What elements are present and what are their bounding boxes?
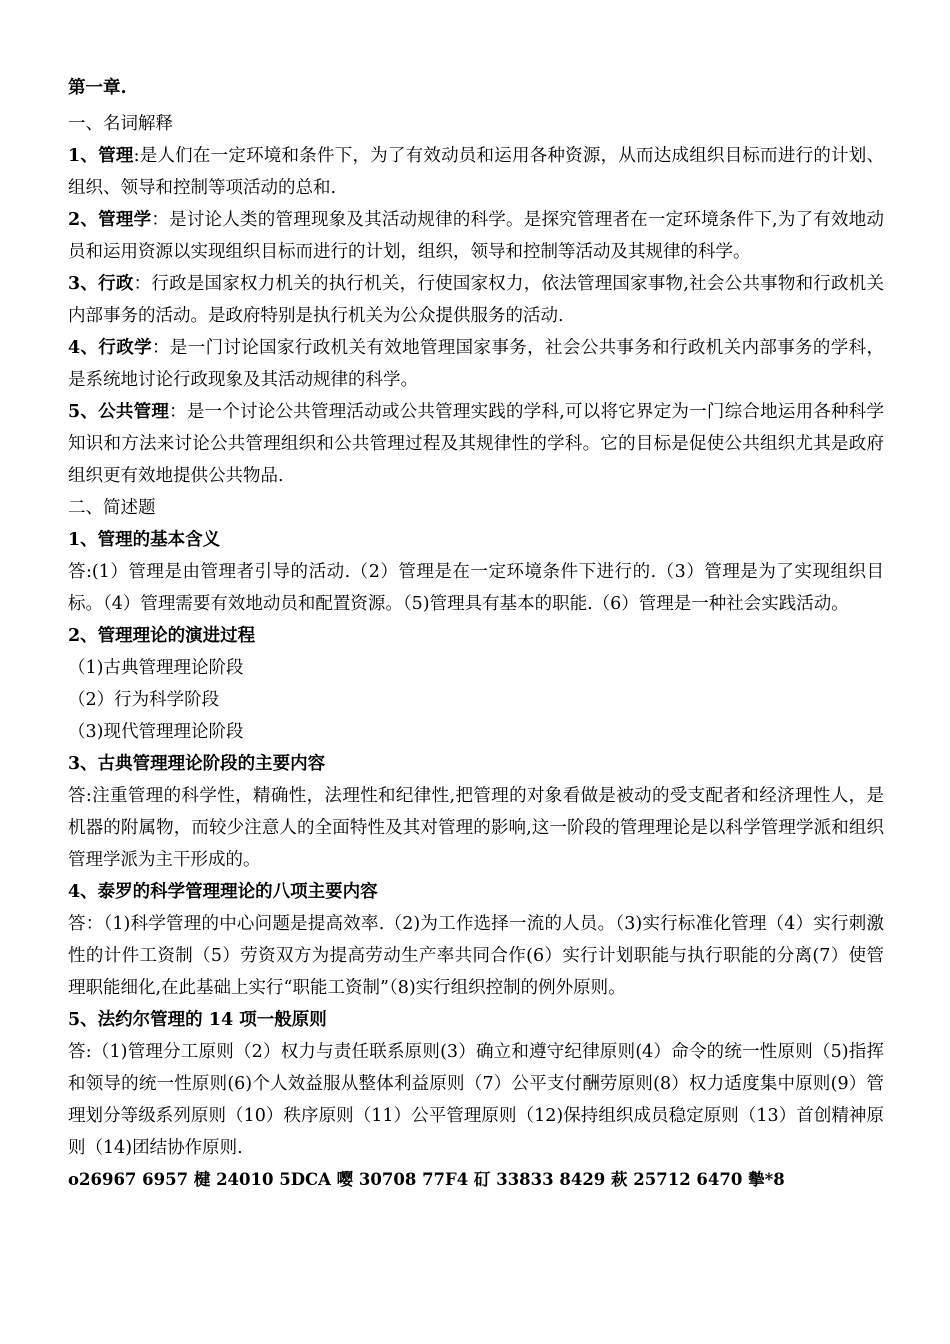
footer-code-line: o26967 6957 楗 24010 5DCA 嘤 30708 77F4 矴 33833 8429 萩 25712 6470 摰*8 — [68, 1170, 785, 1189]
term-text: 行政是国家权力机关的执行机关，行使国家权力，依法管理国家事物,社会公共事物和行政机关内部事务的活动。是政府特别是执行机关为公众提供服务的活动. — [68, 274, 885, 326]
answer-3: 答:注重管理的科学性，精确性，法理性和纪律性,把管理的对象看做是被动的受支配者和经济理性人，是机器的附属物，而较少注意人的全面特性及其对管理的影响,这一阶段的管理理论是以科学管理学派和组织管理学派为主干形成的。 — [68, 786, 884, 870]
question-title-3: 3、古典管理理论阶段的主要内容 — [68, 754, 326, 774]
term-separator: ： — [133, 274, 152, 294]
term-label: 5、公共管理 — [68, 402, 170, 422]
term-text: 是人们在一定环境和条件下，为了有效动员和运用各种资源，从而达成组织目标而进行的计划、组织、领导和控制等项活动的总和. — [68, 146, 884, 198]
answer-2-item: （3)现代管理理论阶段 — [68, 722, 244, 742]
answer-1: 答:(1）管理是由管理者引导的活动.（2）管理是在一定环境条件下进行的.（3）管理是为了实现组织目标。（4）管理需要有效地动员和配置资源。（5)管理具有基本的职能.（6）管理是一种社会实践活动。 — [68, 562, 884, 614]
term-definition-management-science — [68, 204, 884, 268]
term-separator: ： — [152, 338, 170, 358]
answer-2-item: （1)古典管理理论阶段 — [68, 658, 244, 678]
section-title-definitions: 一、名词解释 — [68, 114, 173, 134]
term-definition-public-management — [68, 396, 884, 492]
term-definition-public-administration — [68, 332, 884, 396]
question-title-1: 1、管理的基本含义 — [68, 530, 221, 550]
section-title-short-answers: 二、简述题 — [68, 498, 156, 518]
answer-5: 答:（1)管理分工原则（2）权力与责任联系原则(3）确立和遵守纪律原则(4）命令的统一性原则（5)指挥和领导的统一性原则(6)个人效益服从整体利益原则（7）公平支付酬劳原则(8）权力适度集中原则(9）管理划分等级系列原则（10）秩序原则（11）公平管理原则（12)保持组织成员稳定原则（13）首创精神原则（14)团结协作原则. — [68, 1042, 884, 1158]
answer-2-item: （2）行为科学阶段 — [68, 690, 220, 710]
answer-4: 答：（1)科学管理的中心问题是提高效率.（2)为工作选择一流的人员。（3)实行标准化管理（4）实行刺激性的计件工资制（5）劳资双方为提高劳动生产率共同合作(6）实行计划职能与执行职能的分离(7）使管理职能细化,在此基础上实行“职能工资制”（8)实行组织控制的例外原则。 — [68, 914, 884, 998]
term-text: 是讨论人类的管理现象及其活动规律的科学。是探究管理者在一定环境条件下,为了有效地动员和运用资源以实现组织目标而进行的计划，组织，领导和控制等活动及其规律的科学。 — [68, 210, 885, 262]
term-label: 3、行政 — [68, 274, 134, 294]
term-text: 是一个讨论公共管理活动或公共管理实践的学科,可以将它界定为一门综合地运用各种科学知识和方法来讨论公共管理组织和公共管理过程及其规律性的学科。它的目标是促使公共组织尤其是政府组织更有效地提供公共物品. — [68, 402, 885, 486]
term-definition-management — [68, 140, 884, 204]
term-definition-administration — [68, 268, 884, 332]
document-page — [68, 72, 884, 1196]
chapter-title: 第一章. — [68, 78, 127, 98]
term-text: 是一门讨论国家行政机关有效地管理国家事务，社会公共事务和行政机关内部事务的学科，是系统地讨论行政现象及其活动规律的科学。 — [68, 338, 885, 390]
term-label: 2、管理学 — [68, 210, 152, 230]
question-title-4: 4、泰罗的科学管理理论的八项主要内容 — [68, 882, 378, 902]
question-title-5: 5、法约尔管理的 14 项一般原则 — [68, 1010, 327, 1030]
term-separator: : — [133, 146, 140, 166]
term-separator: ： — [151, 210, 170, 230]
question-title-2: 2、管理理论的演进过程 — [68, 626, 256, 646]
term-label: 1、管理 — [68, 146, 134, 166]
term-separator: ： — [169, 402, 187, 422]
term-label: 4、行政学 — [68, 338, 152, 358]
